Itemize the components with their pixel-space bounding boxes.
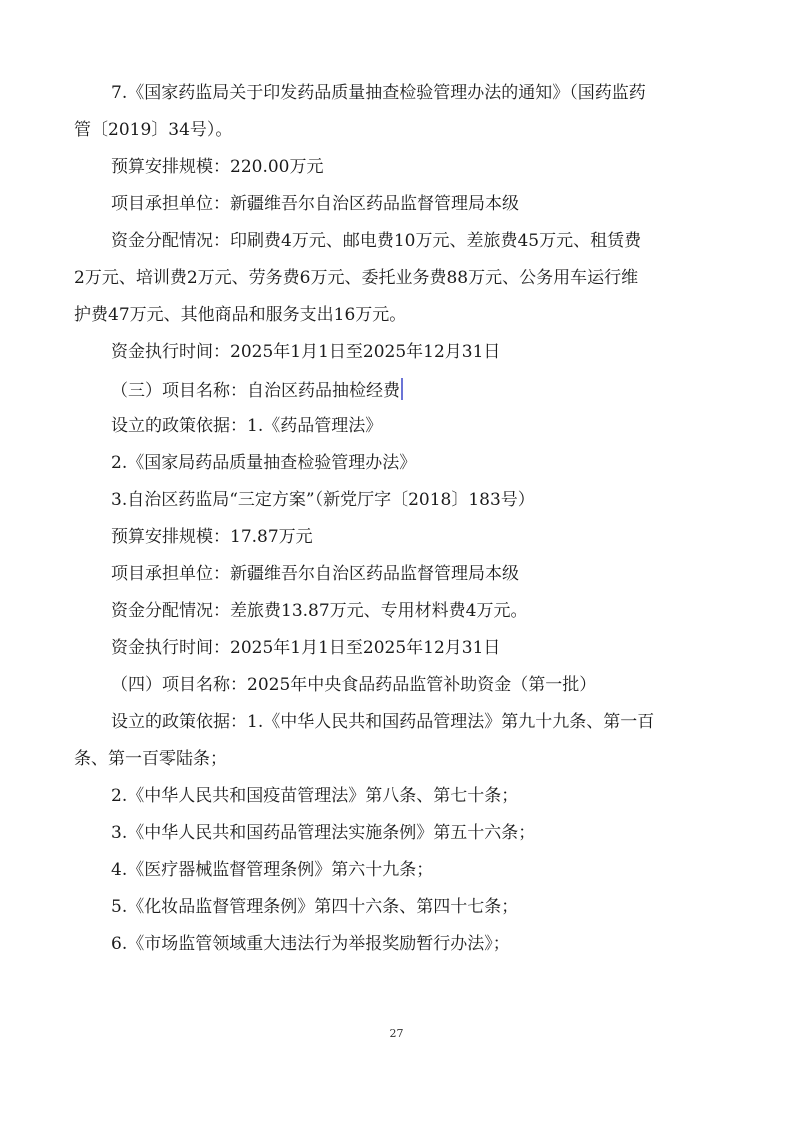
text-line: 7.《国家药监局关于印发药品质量抽查检验管理办法的通知》（国药监药 <box>111 83 646 103</box>
body-text <box>74 82 722 970</box>
text-line: 设立的政策依据：1.《中华人民共和国药品管理法》第九十九条、第一百 <box>111 712 655 732</box>
text-line: 4.《医疗器械监督管理条例》第六十九条； <box>111 860 434 880</box>
text-line: 设立的政策依据：1.《药品管理法》 <box>111 416 383 436</box>
text-line: 2.《国家局药品质量抽查检验管理办法》 <box>111 453 417 473</box>
text-line: 6.《市场监管领域重大违法行为举报奖励暂行办法》； <box>111 934 510 954</box>
text-line: 资金分配情况：印刷费4万元、邮电费10万元、差旅费45万元、租赁费 <box>111 231 642 251</box>
text-line: 3.《中华人民共和国药品管理法实施条例》第五十六条； <box>111 823 536 843</box>
text-line: 管〔2019〕34号）。 <box>74 120 233 140</box>
page-number: 27 <box>389 1027 404 1040</box>
text-cursor <box>401 378 403 400</box>
text-line: 预算安排规模：17.87万元 <box>111 527 313 547</box>
section-heading: （三）项目名称：自治区药品抽检经费 <box>111 381 400 401</box>
text-line: 资金执行时间：2025年1月1日至2025年12月31日 <box>111 342 501 362</box>
text-line: 2万元、培训费2万元、劳务费6万元、委托业务费88万元、公务用车运行维 <box>74 268 639 288</box>
section-heading: （四）项目名称：2025年中央食品药品监管补助资金（第一批） <box>111 675 597 695</box>
text-line: 2.《中华人民共和国疫苗管理法》第八条、第七十条； <box>111 786 519 806</box>
text-line: 护费47万元、其他商品和服务支出16万元。 <box>74 305 407 325</box>
text-line: 5.《化妆品监督管理条例》第四十六条、第四十七条； <box>111 897 519 917</box>
text-line: 项目承担单位：新疆维吾尔自治区药品监督管理局本级 <box>111 564 519 584</box>
text-line: 预算安排规模：220.00万元 <box>111 157 324 177</box>
text-line: 项目承担单位：新疆维吾尔自治区药品监督管理局本级 <box>111 194 519 214</box>
text-line: 资金执行时间：2025年1月1日至2025年12月31日 <box>111 638 501 658</box>
section-heading-line <box>74 378 722 401</box>
text-line: 3.自治区药监局“三定方案”（新党厅字〔2018〕183号） <box>111 490 535 510</box>
text-line: 条、第一百零陆条； <box>74 749 227 769</box>
text-line: 资金分配情况：差旅费13.87万元、专用材料费4万元。 <box>111 601 528 621</box>
